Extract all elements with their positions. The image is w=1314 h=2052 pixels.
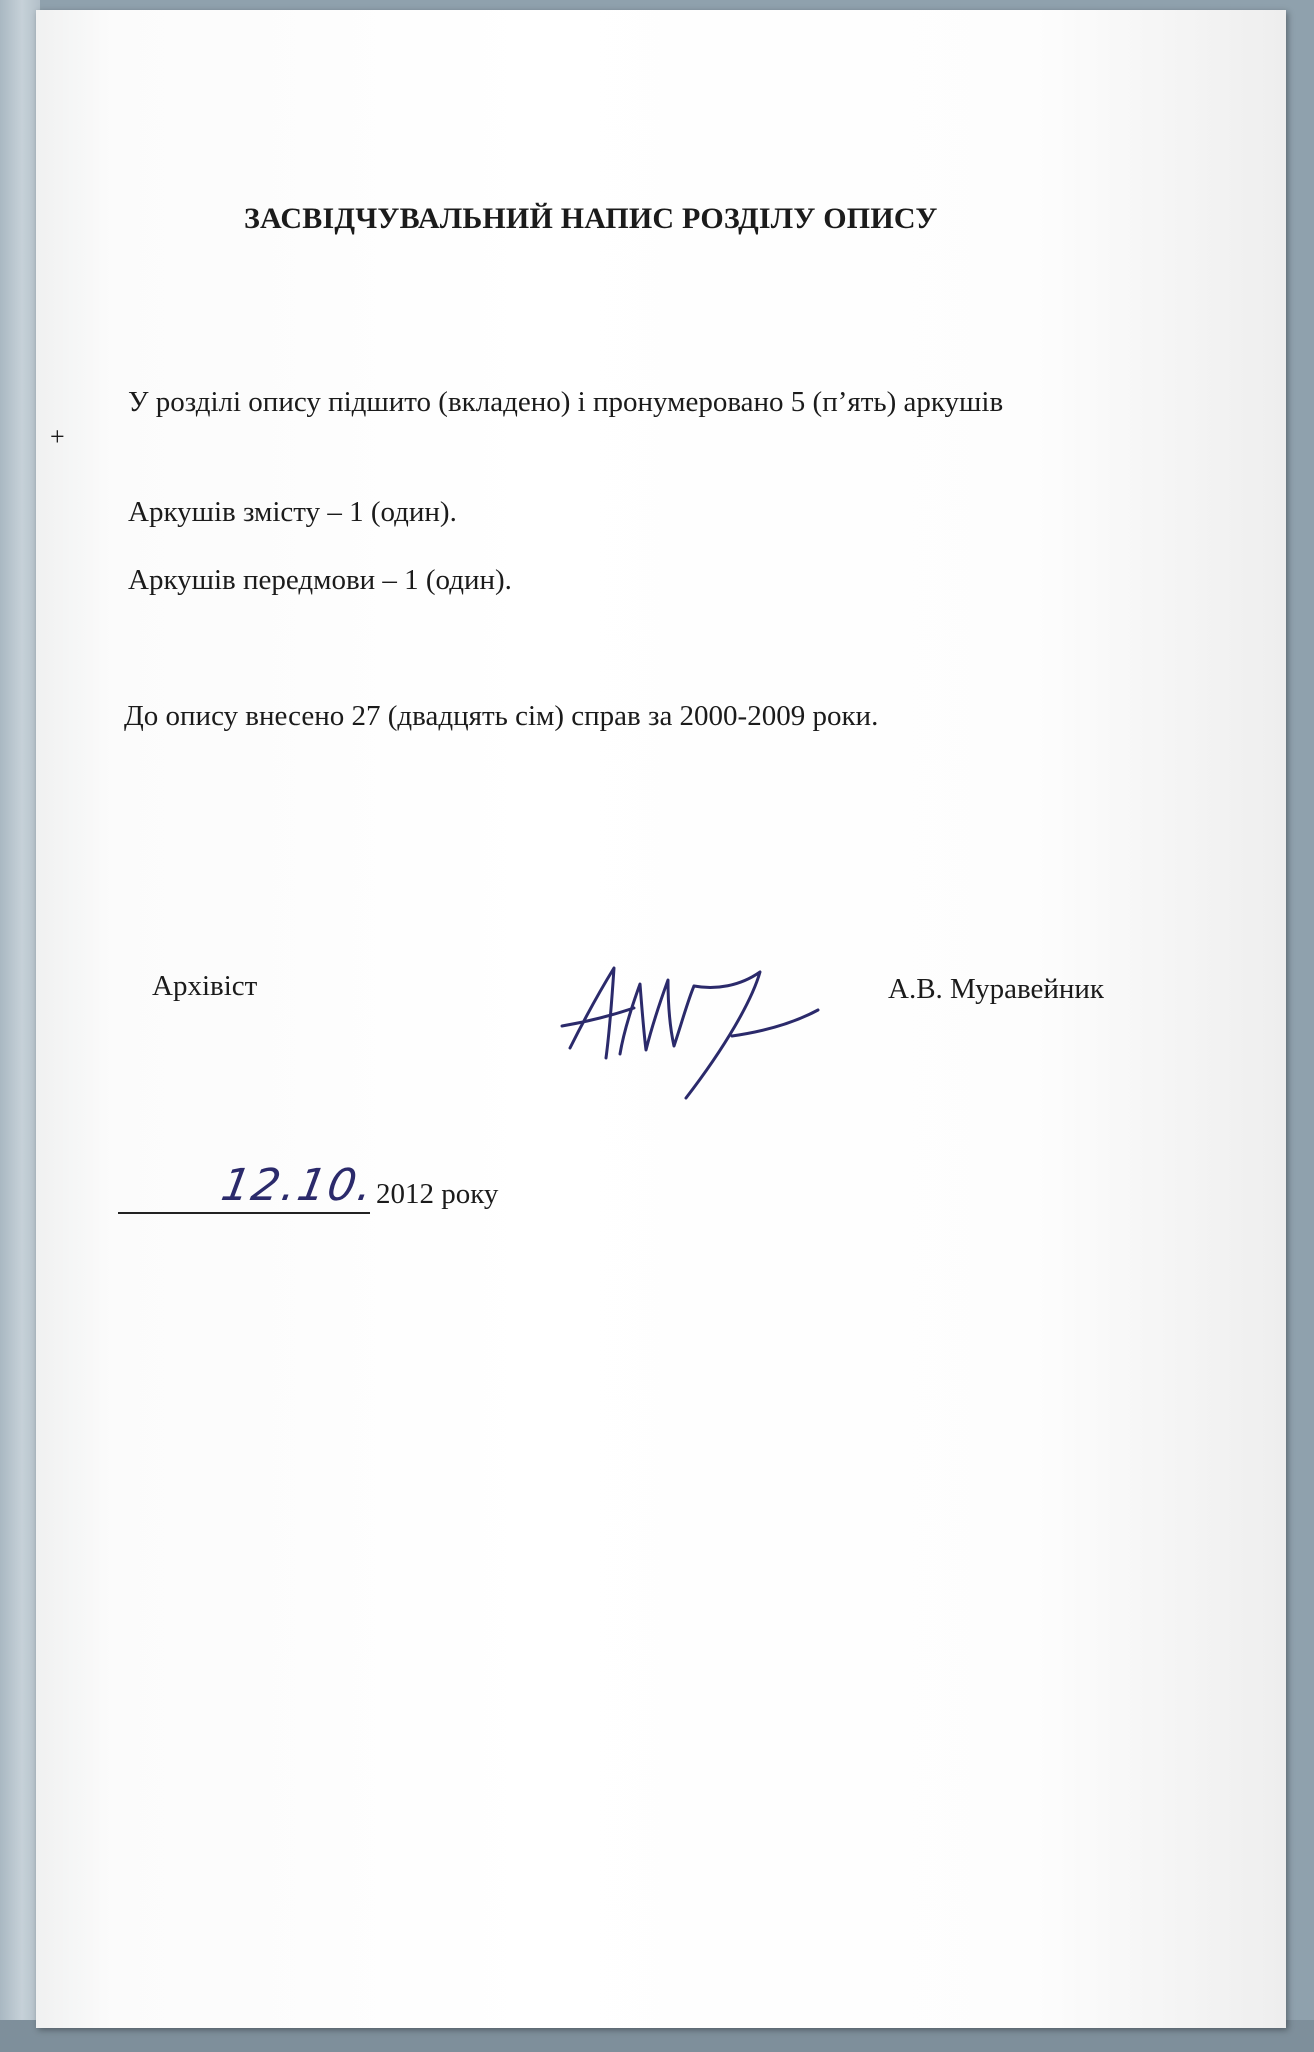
- handwritten-date: 12.10.: [217, 1160, 379, 1211]
- contents-sheets-line: Аркушів змісту – 1 (один).: [128, 496, 457, 528]
- signer-role: Архівіст: [152, 970, 258, 1002]
- document-title: ЗАСВІДЧУВАЛЬНИЙ НАПИС РОЗДІЛУ ОПИСУ: [244, 202, 938, 235]
- handwritten-signature: [556, 950, 876, 1120]
- date-year: 2012 року: [376, 1178, 499, 1210]
- signer-name: А.В. Муравейник: [888, 973, 1105, 1005]
- document-page: [36, 10, 1286, 2028]
- date-underline: [118, 1212, 370, 1214]
- binding-edge: [0, 0, 40, 2052]
- sheets-count-line: У розділі опису підшито (вкладено) і пронумеровано 5 (п’ять) аркушів: [128, 386, 1004, 418]
- cases-count-line: До опису внесено 27 (двадцять сім) справ за 2000-2009 роки.: [124, 700, 879, 732]
- preface-sheets-line: Аркушів передмови – 1 (один).: [128, 564, 512, 596]
- binding-mark: +: [50, 422, 65, 451]
